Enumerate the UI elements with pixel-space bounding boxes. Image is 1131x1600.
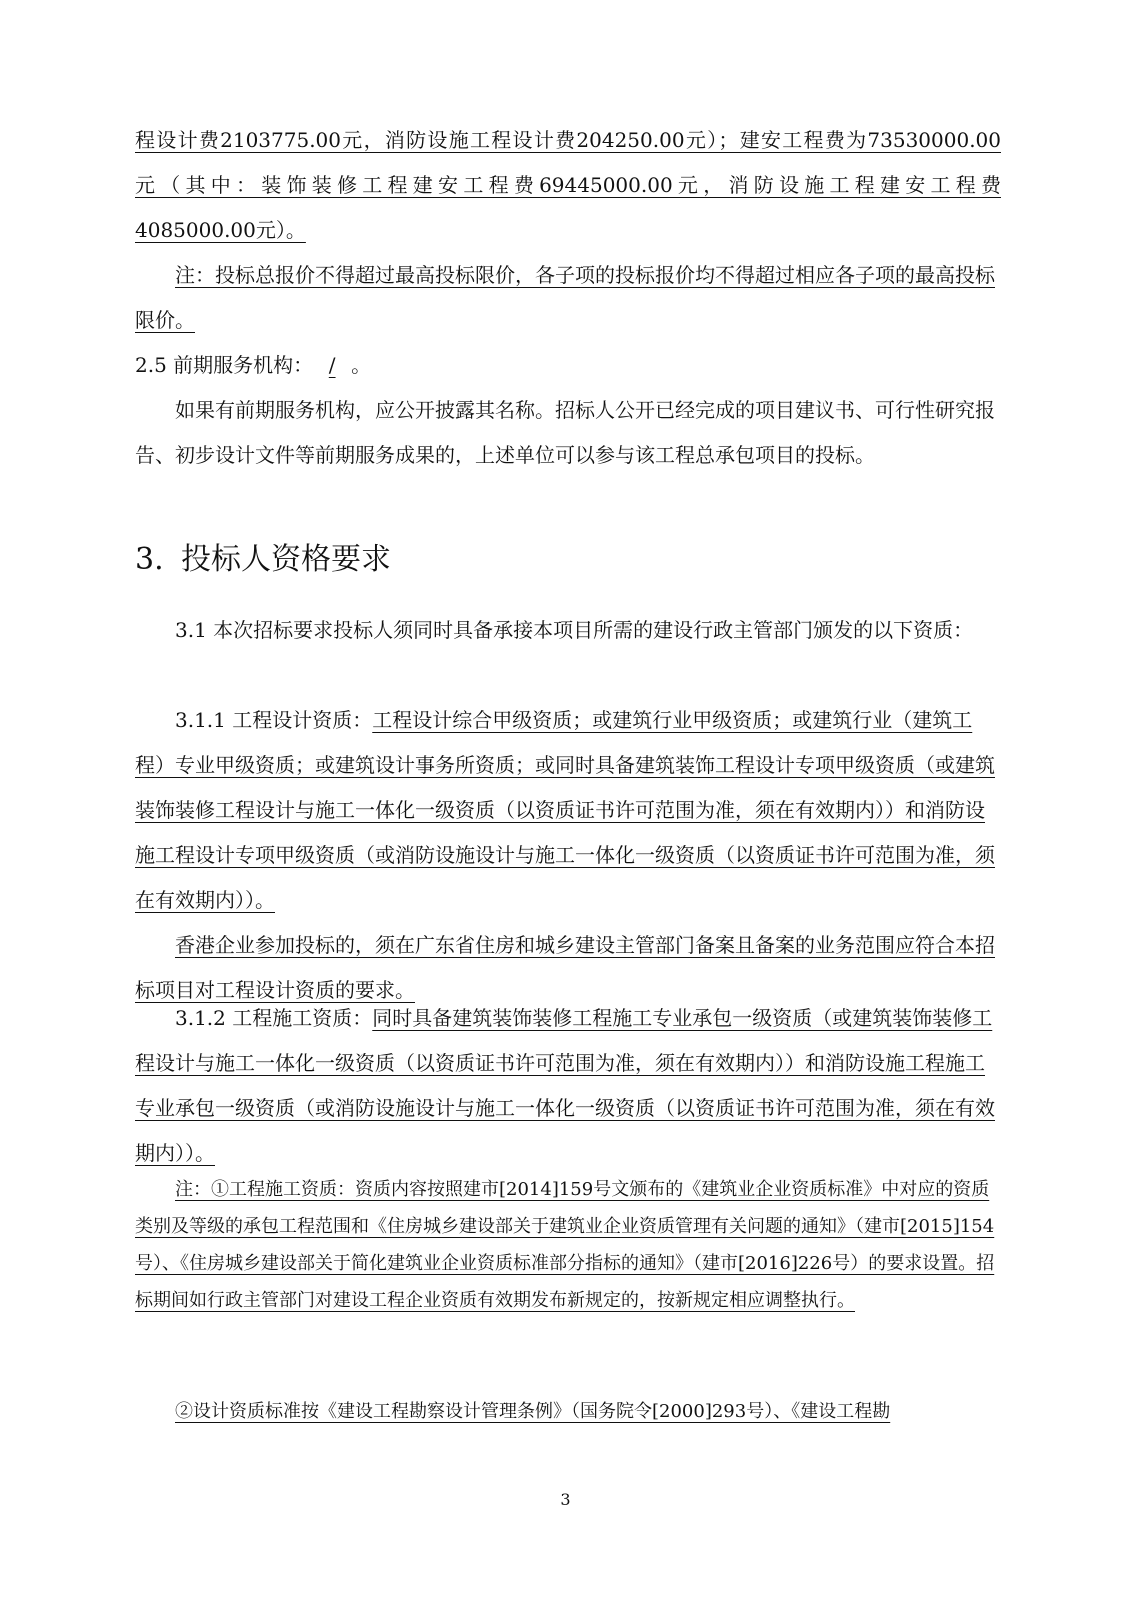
section-2-5-end: 。 bbox=[351, 353, 372, 377]
note-construction bbox=[135, 1171, 1001, 1319]
section-3-heading bbox=[135, 535, 391, 585]
note-design bbox=[135, 1393, 1001, 1430]
section-2-5 bbox=[135, 343, 1001, 388]
note-design-text: ②设计资质标准按《建设工程勘察设计管理条例》（国务院令[2000]293号）、《建设工程勘 bbox=[175, 1401, 891, 1422]
clause-3-1-1-text: 工程设计综合甲级资质；或建筑行业甲级资质；或建筑行业（建筑工程）专业甲级资质；或建筑设计事务所资质；或同时具备建筑装饰工程设计专项甲级资质（或建筑装饰装修工程设计与施工一体化一级资质（以资质证书许可范围为准，须在有效期内））和消防设施工程设计专项甲级资质（或消防设施设计与施工一体化一级资质（以资质证书许可范围为准，须在有效期内））。 bbox=[135, 708, 995, 912]
fee-line-3: 4085000.00元）。 bbox=[135, 218, 306, 242]
clause-3-1: 3.1 本次招标要求投标人须同时具备承接本项目所需的建设行政主管部门颁发的以下资质： bbox=[175, 618, 974, 642]
section-2-5-value: / bbox=[328, 353, 336, 377]
note-price-text: 注：投标总报价不得超过最高投标限价，各子项的投标报价均不得超过相应各子项的最高投标限价。 bbox=[135, 263, 995, 332]
note-price bbox=[135, 253, 1001, 343]
clause-3-1-2 bbox=[135, 996, 1001, 1176]
hk-paragraph-text: 香港企业参加投标的，须在广东省住房和城乡建设主管部门备案且备案的业务范围应符合本招标项目对工程设计资质的要求。 bbox=[135, 933, 995, 1002]
section-2-5-label: 2.5 前期服务机构： bbox=[135, 353, 314, 377]
section-3-title: 投标人资格要求 bbox=[181, 542, 391, 577]
page-number: 3 bbox=[560, 1490, 571, 1509]
fee-line-1: 程设计费2103775.00元，消防设施工程设计费204250.00元）；建安工程费为73530000.00 bbox=[135, 128, 1001, 152]
fee-line-2: 元（其中：装饰装修工程建安工程费69445000.00元，消防设施工程建安工程费 bbox=[135, 173, 1001, 197]
prior-service-paragraph: 如果有前期服务机构，应公开披露其名称。招标人公开已经完成的项目建议书、可行性研究报告、初步设计文件等前期服务成果的，上述单位可以参与该工程总承包项目的投标。 bbox=[135, 398, 995, 467]
clause-3-1-2-label: 3.1.2 工程施工资质： bbox=[175, 1006, 373, 1030]
clause-3-1-2-text: 同时具备建筑装饰装修工程施工专业承包一级资质（或建筑装饰装修工程设计与施工一体化一级资质（以资质证书许可范围为准，须在有效期内））和消防设施工程施工专业承包一级资质（或消防设施设计与施工一体化一级资质（以资质证书许可范围为准，须在有效期内））。 bbox=[135, 1006, 995, 1165]
note-construction-text: 注：①工程施工资质：资质内容按照建市[2014]159号文颁布的《建筑业企业资质标准》中对应的资质类别及等级的承包工程范围和《住房城乡建设部关于建筑业企业资质管理有关问题的通知》（建市[2015]154号）、《住房城乡建设部关于简化建筑业企业资质标准部分指标的通知》（建市[2016]226号）的要求设置。招标期间如行政主管部门对建设工程企业资质有效期发布新规定的，按新规定相应调整执行。 bbox=[135, 1179, 995, 1311]
fee-paragraph bbox=[135, 118, 1001, 253]
section-3-number: 3. bbox=[135, 542, 164, 577]
clause-3-1-1-label: 3.1.1 工程设计资质： bbox=[175, 708, 373, 732]
clause-3-1-1 bbox=[135, 698, 1001, 923]
